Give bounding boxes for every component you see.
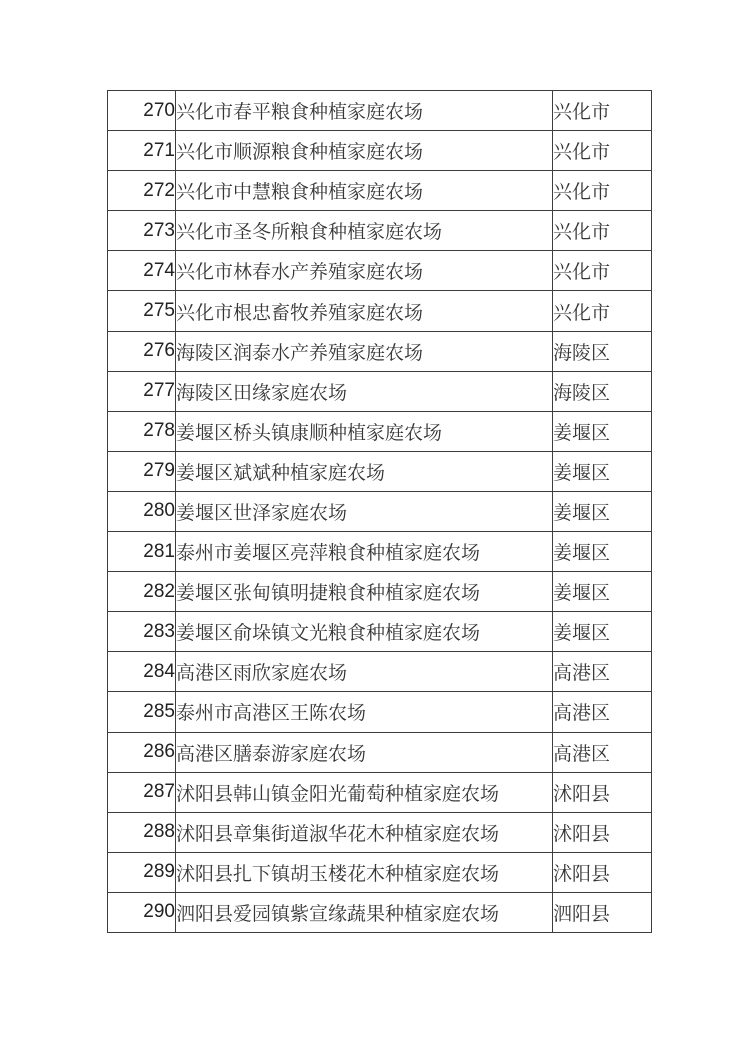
- farm-name-cell: 姜堰区张甸镇明捷粮食种植家庭农场: [176, 572, 553, 612]
- row-number-cell: 289: [108, 852, 176, 892]
- row-number-cell: 274: [108, 251, 176, 291]
- row-number-cell: 273: [108, 211, 176, 251]
- farm-name-cell: 姜堰区斌斌种植家庭农场: [176, 451, 553, 491]
- farm-name-cell: 沭阳县章集街道淑华花木种植家庭农场: [176, 812, 553, 852]
- farm-name-cell: 兴化市顺源粮食种植家庭农场: [176, 131, 553, 171]
- row-number-cell: 282: [108, 572, 176, 612]
- region-cell: 兴化市: [553, 171, 652, 211]
- region-cell: 高港区: [553, 692, 652, 732]
- row-number-cell: 287: [108, 772, 176, 812]
- row-number-cell: 277: [108, 371, 176, 411]
- region-cell: 泗阳县: [553, 892, 652, 932]
- farm-name-cell: 姜堰区世泽家庭农场: [176, 491, 553, 531]
- region-cell: 兴化市: [553, 131, 652, 171]
- region-cell: 兴化市: [553, 291, 652, 331]
- table-row: [108, 291, 652, 331]
- farm-name-cell: 高港区雨欣家庭农场: [176, 652, 553, 692]
- region-cell: 沭阳县: [553, 852, 652, 892]
- row-number-cell: 283: [108, 612, 176, 652]
- row-number-cell: 272: [108, 171, 176, 211]
- table-row: [108, 331, 652, 371]
- farm-name-cell: 姜堰区桥头镇康顺种植家庭农场: [176, 411, 553, 451]
- table-row: [108, 451, 652, 491]
- farm-name-cell: 兴化市中慧粮食种植家庭农场: [176, 171, 553, 211]
- table-row: [108, 91, 652, 131]
- region-cell: 兴化市: [553, 91, 652, 131]
- farm-name-cell: 泰州市姜堰区亮萍粮食种植家庭农场: [176, 532, 553, 572]
- region-cell: 高港区: [553, 732, 652, 772]
- table-row: [108, 131, 652, 171]
- table-row: [108, 491, 652, 531]
- table-row: [108, 572, 652, 612]
- table-row: [108, 251, 652, 291]
- farm-table-body: [108, 91, 652, 933]
- farm-name-cell: 兴化市根忠畜牧养殖家庭农场: [176, 291, 553, 331]
- region-cell: 姜堰区: [553, 411, 652, 451]
- region-cell: 姜堰区: [553, 572, 652, 612]
- table-row: [108, 892, 652, 932]
- table-row: [108, 371, 652, 411]
- region-cell: 兴化市: [553, 251, 652, 291]
- row-number-cell: 281: [108, 532, 176, 572]
- table-row: [108, 772, 652, 812]
- farm-name-cell: 海陵区润泰水产养殖家庭农场: [176, 331, 553, 371]
- table-row: [108, 812, 652, 852]
- farm-name-cell: 沭阳县韩山镇金阳光葡萄种植家庭农场: [176, 772, 553, 812]
- row-number-cell: 286: [108, 732, 176, 772]
- table-row: [108, 852, 652, 892]
- region-cell: 海陵区: [553, 371, 652, 411]
- region-cell: 海陵区: [553, 331, 652, 371]
- table-row: [108, 652, 652, 692]
- row-number-cell: 284: [108, 652, 176, 692]
- row-number-cell: 279: [108, 451, 176, 491]
- table-row: [108, 692, 652, 732]
- farm-name-cell: 沭阳县扎下镇胡玉楼花木种植家庭农场: [176, 852, 553, 892]
- farm-name-cell: 海陵区田缘家庭农场: [176, 371, 553, 411]
- table-row: [108, 732, 652, 772]
- table-row: [108, 411, 652, 451]
- row-number-cell: 285: [108, 692, 176, 732]
- farm-name-cell: 姜堰区俞垛镇文光粮食种植家庭农场: [176, 612, 553, 652]
- farm-name-cell: 兴化市春平粮食种植家庭农场: [176, 91, 553, 131]
- farm-name-cell: 高港区膳泰游家庭农场: [176, 732, 553, 772]
- row-number-cell: 290: [108, 892, 176, 932]
- farm-name-cell: 兴化市林春水产养殖家庭农场: [176, 251, 553, 291]
- row-number-cell: 275: [108, 291, 176, 331]
- region-cell: 兴化市: [553, 211, 652, 251]
- table-row: [108, 171, 652, 211]
- table-row: [108, 211, 652, 251]
- row-number-cell: 280: [108, 491, 176, 531]
- row-number-cell: 278: [108, 411, 176, 451]
- row-number-cell: 270: [108, 91, 176, 131]
- region-cell: 沭阳县: [553, 772, 652, 812]
- farm-name-cell: 兴化市圣冬所粮食种植家庭农场: [176, 211, 553, 251]
- farm-name-cell: 泗阳县爱园镇紫宣缘蔬果种植家庭农场: [176, 892, 553, 932]
- region-cell: 姜堰区: [553, 491, 652, 531]
- row-number-cell: 276: [108, 331, 176, 371]
- region-cell: 姜堰区: [553, 451, 652, 491]
- table-row: [108, 532, 652, 572]
- region-cell: 姜堰区: [553, 612, 652, 652]
- region-cell: 姜堰区: [553, 532, 652, 572]
- row-number-cell: 288: [108, 812, 176, 852]
- row-number-cell: 271: [108, 131, 176, 171]
- table-row: [108, 612, 652, 652]
- farm-name-cell: 泰州市高港区王陈农场: [176, 692, 553, 732]
- region-cell: 沭阳县: [553, 812, 652, 852]
- farm-list-table: [107, 90, 652, 933]
- region-cell: 高港区: [553, 652, 652, 692]
